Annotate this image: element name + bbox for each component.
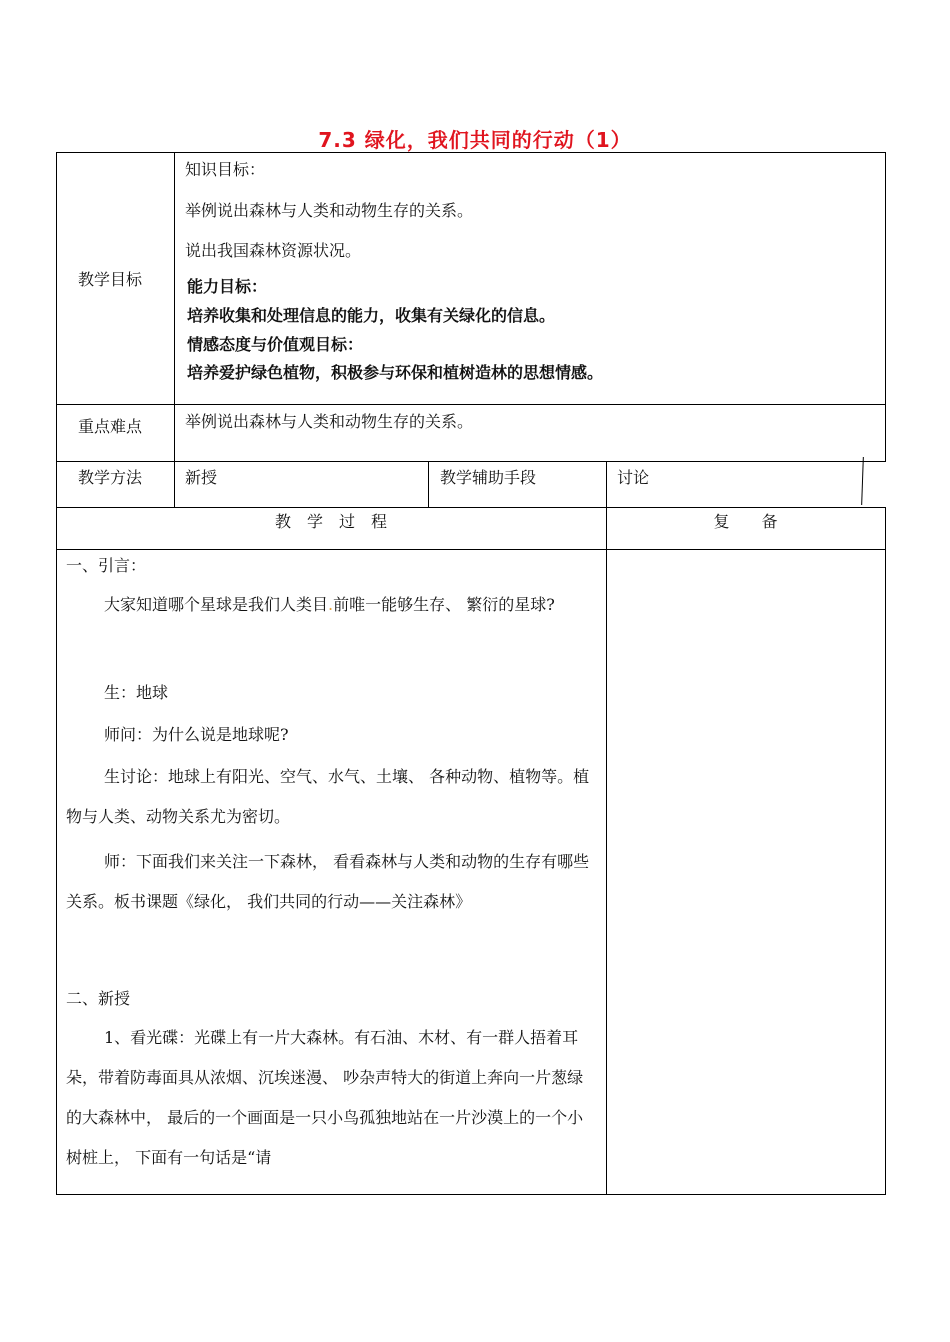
item-1-text: 1、看光碟：光碟上有一片大森林。有石油、木材、有一群人捂着耳朵，带着防毒面具从浓烟、沉埃迷漫、 吵杂声特大的街道上奔向一片葱绿的大森林中， 最后的一个画面是一只小鸟孤独地站在一片沙漠上的一个小树桩上， 下面有一句话是“请 (66, 1028, 584, 1167)
paragraph-question-1 (66, 585, 598, 625)
aid-value: 讨论 (617, 468, 650, 487)
ability-text: 培养收集和处理信息的能力，收集有关绿化的信息。 (187, 306, 556, 325)
paragraph-answer-1 (66, 673, 598, 713)
intro-heading: 一、引言： (66, 556, 147, 575)
emotion-text: 培养爱护绿色植物，积极参与环保和植树造林的思想情感。 (187, 363, 604, 382)
review-header: 复 备 (713, 512, 778, 531)
discussion-text: 生讨论：地球上有阳光、空气、水气、土壤、 各种动物、植物等。植物与人类、动物关系尤为密切。 (66, 767, 590, 826)
ability-heading: 能力目标： (187, 277, 268, 296)
highlight-mark: . (328, 595, 334, 614)
keypoints-label: 重点难点 (78, 417, 143, 436)
row-divider-method (56, 507, 886, 508)
question-2: 师问：为什么说是地球呢? (104, 725, 289, 744)
paragraph-question-2 (66, 715, 598, 755)
row-divider-keypoints (56, 461, 886, 462)
method-column-divider (428, 461, 429, 508)
row-divider-objectives (56, 404, 886, 405)
paragraph-discussion (66, 757, 598, 837)
question-1-part-1: 大家知道哪个星球是我们人类目 (104, 595, 329, 614)
answer-1: 生：地球 (104, 683, 169, 702)
knowledge-heading: 知识目标： (185, 160, 266, 179)
knowledge-item-2: 说出我国森林资源状况。 (185, 241, 362, 260)
teacher-text: 师：下面我们来关注一下森林， 看看森林与人类和动物的生存有哪些关系。板书课题《绿化， 我们共同的行动——关注森林》 (66, 852, 590, 911)
paragraph-item-1 (66, 1018, 598, 1193)
aid-label: 教学辅助手段 (440, 468, 537, 487)
label-column-divider (174, 152, 175, 508)
table-border-left (56, 152, 57, 1195)
row-divider-process-header (56, 549, 886, 550)
question-1-part-2: 前唯一能够生存、 繁衍的星球? (333, 595, 555, 614)
aid-column-divider (606, 461, 607, 1195)
table-border-right-lower (885, 507, 886, 1195)
process-header: 教 学 过 程 (274, 512, 387, 531)
table-border-top (56, 152, 886, 153)
page-title: 7.3 绿化，我们共同的行动（1） (318, 128, 632, 152)
knowledge-item-1: 举例说出森林与人类和动物生存的关系。 (185, 201, 474, 220)
objectives-label: 教学目标 (78, 270, 143, 289)
table-border-bottom (56, 1194, 886, 1195)
method-label: 教学方法 (78, 468, 143, 487)
paragraph-teacher (66, 842, 598, 922)
emotion-heading: 情感态度与价值观目标： (187, 335, 364, 354)
stray-pen-mark (861, 457, 864, 505)
table-border-right-upper (885, 152, 886, 462)
new-section-heading: 二、新授 (66, 989, 131, 1008)
method-value: 新授 (185, 468, 218, 487)
keypoints-text: 举例说出森林与人类和动物生存的关系。 (185, 412, 474, 431)
